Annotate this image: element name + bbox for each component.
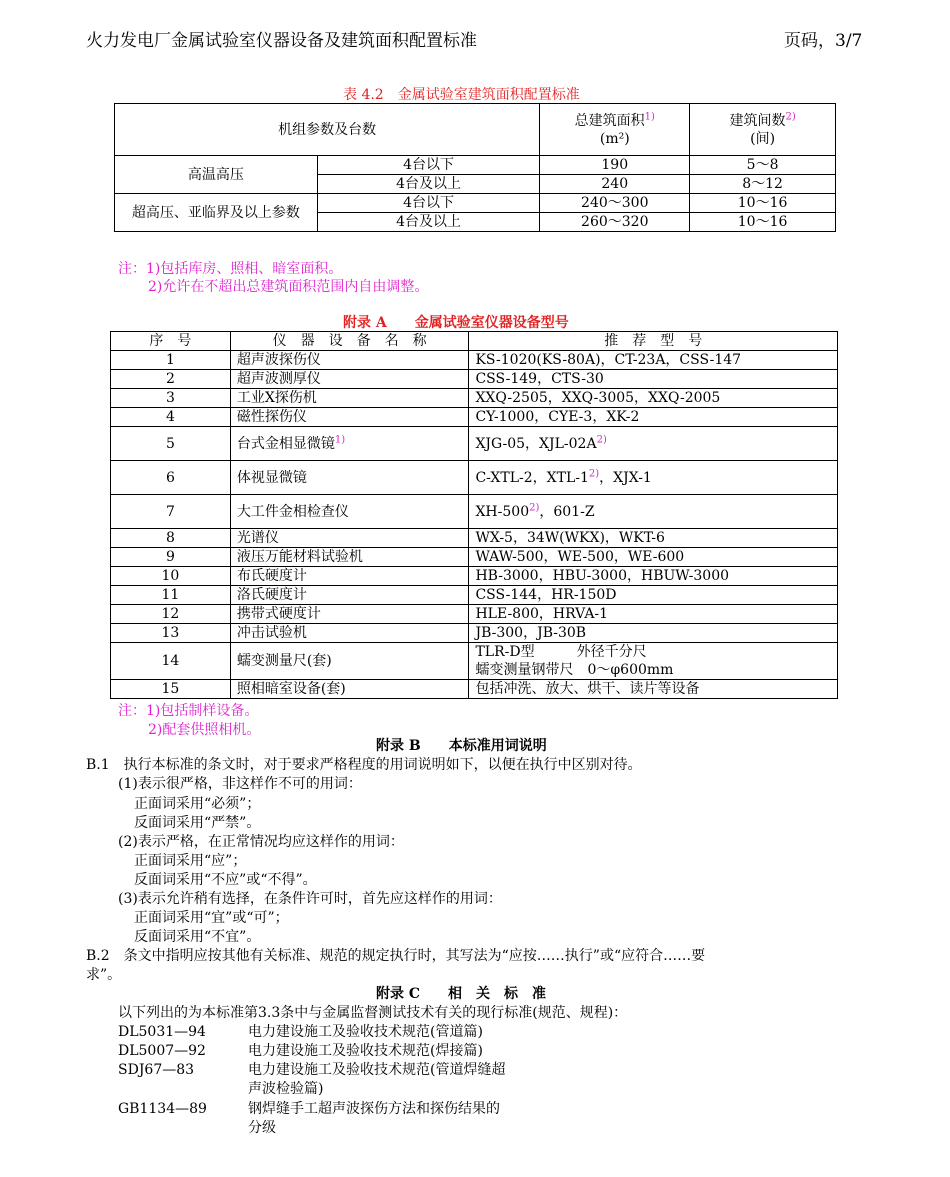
row-name: 冲击试验机	[230, 624, 469, 643]
row-model: WAW-500，WE-500，WE-600	[469, 548, 838, 567]
area-value: 240	[540, 175, 690, 194]
row-name: 大工件金相检查仪	[230, 495, 469, 529]
row-no: 11	[111, 586, 231, 605]
col-name: 仪 器 设 备 名 称	[230, 332, 469, 351]
table-note: 2)配套供照相机。	[148, 722, 261, 738]
paragraph: 正面词采用“必须”；	[134, 796, 261, 812]
area-table	[114, 103, 836, 232]
row-no: 7	[111, 495, 231, 529]
document-title: 火力发电厂金属试验室仪器设备及建筑面积配置标准	[86, 31, 477, 51]
row-no: 15	[111, 680, 231, 699]
room-value: 10～16	[690, 194, 836, 213]
standard-code: DL5007—92	[118, 1043, 206, 1059]
standard-code: DL5031—94	[118, 1024, 206, 1040]
row-name: 工业X探伤机	[230, 389, 469, 408]
page-number: 页码，3/7	[784, 31, 863, 51]
unit-count: 4台以下	[317, 194, 540, 213]
paragraph: (2)表示严格，在正常情况均应这样作的用词：	[118, 834, 404, 850]
row-model: XJG-05，XJL-$02A^{2)}$	[469, 427, 838, 461]
paragraph: 正面词采用“宜”或“可”；	[134, 910, 289, 926]
row-model: 包括冲洗、放大、烘干、读片等设备	[469, 680, 838, 699]
standard-code: GB1134—89	[118, 1101, 207, 1117]
paragraph: B.1 执行本标准的条文时，对于要求严格程度的用词说明如下，以便在执行中区别对待。	[86, 757, 642, 773]
row-name: 体视显微镜	[230, 461, 469, 495]
standard-desc: 钢焊缝手工超声波探伤方法和探伤结果的	[248, 1101, 500, 1117]
row-no: 1	[111, 351, 231, 370]
table-note: 注：1)包括库房、照相、暗室面积。	[118, 261, 343, 277]
table-note: 2)允许在不超出总建筑面积范围内自由调整。	[148, 279, 429, 295]
row-name: 超声波测厚仪	[230, 370, 469, 389]
paragraph: 反面词采用“不应”或“不得”。	[134, 872, 317, 888]
area-value: 190	[540, 156, 690, 175]
row-name: 磁性探伤仪	[230, 408, 469, 427]
standard-desc: 电力建设施工及验收技术规范(管道焊缝超	[248, 1062, 506, 1078]
row-no: 8	[111, 529, 231, 548]
row-model: XXQ-2505，XXQ-3005，XXQ-2005	[469, 389, 838, 408]
paragraph: 反面词采用“严禁”。	[134, 815, 261, 831]
header-total-area: 总建筑面积$^{1)}$ (m²)	[540, 104, 690, 156]
row-no: 3	[111, 389, 231, 408]
paragraph: 求”。	[86, 967, 122, 983]
row-name: 布氏硬度计	[230, 567, 469, 586]
row-no: 12	[111, 605, 231, 624]
paragraph: (3)表示允许稍有选择，在条件许可时，首先应这样作的用词：	[118, 891, 502, 907]
row-name: 光谱仪	[230, 529, 469, 548]
header-room-count: 建筑间数$^{2)}$ (间)	[690, 104, 836, 156]
table-caption: 表 4.2 金属试验室建筑面积配置标准	[343, 87, 580, 103]
row-model: CSS-144，HR-150D	[469, 586, 838, 605]
row-no: 4	[111, 408, 231, 427]
row-no: 10	[111, 567, 231, 586]
row-model: CSS-149，CTS-30	[469, 370, 838, 389]
row-name: 液压万能材料试验机	[230, 548, 469, 567]
row-model: XH-500$^{2)}$，601-Z	[469, 495, 838, 529]
header-unit-params: 机组参数及台数	[115, 104, 540, 156]
table-note: 注：1)包括制样设备。	[118, 703, 259, 719]
row-no: 6	[111, 461, 231, 495]
equipment-table	[110, 331, 838, 699]
row-no: 2	[111, 370, 231, 389]
row-name: 洛氏硬度计	[230, 586, 469, 605]
area-value: 260～320	[540, 213, 690, 232]
room-value: 8～12	[690, 175, 836, 194]
room-value: 10～16	[690, 213, 836, 232]
paragraph: 正面词采用“应”；	[134, 853, 247, 869]
row-no: 9	[111, 548, 231, 567]
unit-count: 4台及以上	[317, 175, 540, 194]
row-name: 蠕变测量尺(套)	[230, 643, 469, 680]
row-name: 台式金相显微镜$^{1)}$	[230, 427, 469, 461]
standard-desc: 电力建设施工及验收技术规范(焊接篇)	[248, 1043, 483, 1059]
row-no: 13	[111, 624, 231, 643]
row-model: HB-3000，HBU-3000，HBUW-3000	[469, 567, 838, 586]
row-model: KS-1020(KS-80A)，CT-23A，CSS-147	[469, 351, 838, 370]
paragraph: (1)表示很严格，非这样作不可的用词：	[118, 776, 362, 792]
row-model: C-XTL-2，XTL-1$^{2)}$，XJX-1	[469, 461, 838, 495]
col-model: 推 荐 型 号	[469, 332, 838, 351]
paragraph: B.2 条文中指明应按其他有关标准、规范的规定执行时，其写法为“应按……执行”或“应符合……要	[86, 948, 706, 964]
row-name: 超声波探伤仪	[230, 351, 469, 370]
row-name: 携带式硬度计	[230, 605, 469, 624]
appendix-b-title: 附录 B 本标准用词说明	[376, 738, 547, 754]
row-name: 照相暗室设备(套)	[230, 680, 469, 699]
paragraph: 以下列出的为本标准第3.3条中与金属监督测试技术有关的现行标准(规范、规程)：	[118, 1005, 628, 1021]
row-model: JB-300，JB-30B	[469, 624, 838, 643]
row-no: 14	[111, 643, 231, 680]
standard-desc: 分级	[248, 1120, 276, 1136]
row-model: TLR-D型 外径千分尺 蠕变测量钢带尺 0～φ600mm	[469, 643, 838, 680]
group-name: 超高压、亚临界及以上参数	[115, 194, 318, 232]
row-model: CY-1000，CYE-3，XK-2	[469, 408, 838, 427]
appendix-c-title: 附录 C 相 关 标 准	[376, 986, 547, 1002]
standard-desc: 声波检验篇)	[248, 1081, 324, 1097]
room-value: 5～8	[690, 156, 836, 175]
group-name: 高温高压	[115, 156, 318, 194]
unit-count: 4台及以上	[317, 213, 540, 232]
row-model: HLE-800，HRVA-1	[469, 605, 838, 624]
unit-count: 4台以下	[317, 156, 540, 175]
paragraph: 反面词采用“不宜”。	[134, 929, 261, 945]
standard-code: SDJ67—83	[118, 1062, 195, 1078]
appendix-a-title: 附录 A 金属试验室仪器设备型号	[343, 315, 569, 331]
row-model: WX-5，34W(WKX)，WKT-6	[469, 529, 838, 548]
standard-desc: 电力建设施工及验收技术规范(管道篇)	[248, 1024, 483, 1040]
row-no: 5	[111, 427, 231, 461]
area-value: 240～300	[540, 194, 690, 213]
col-no: 序 号	[111, 332, 231, 351]
